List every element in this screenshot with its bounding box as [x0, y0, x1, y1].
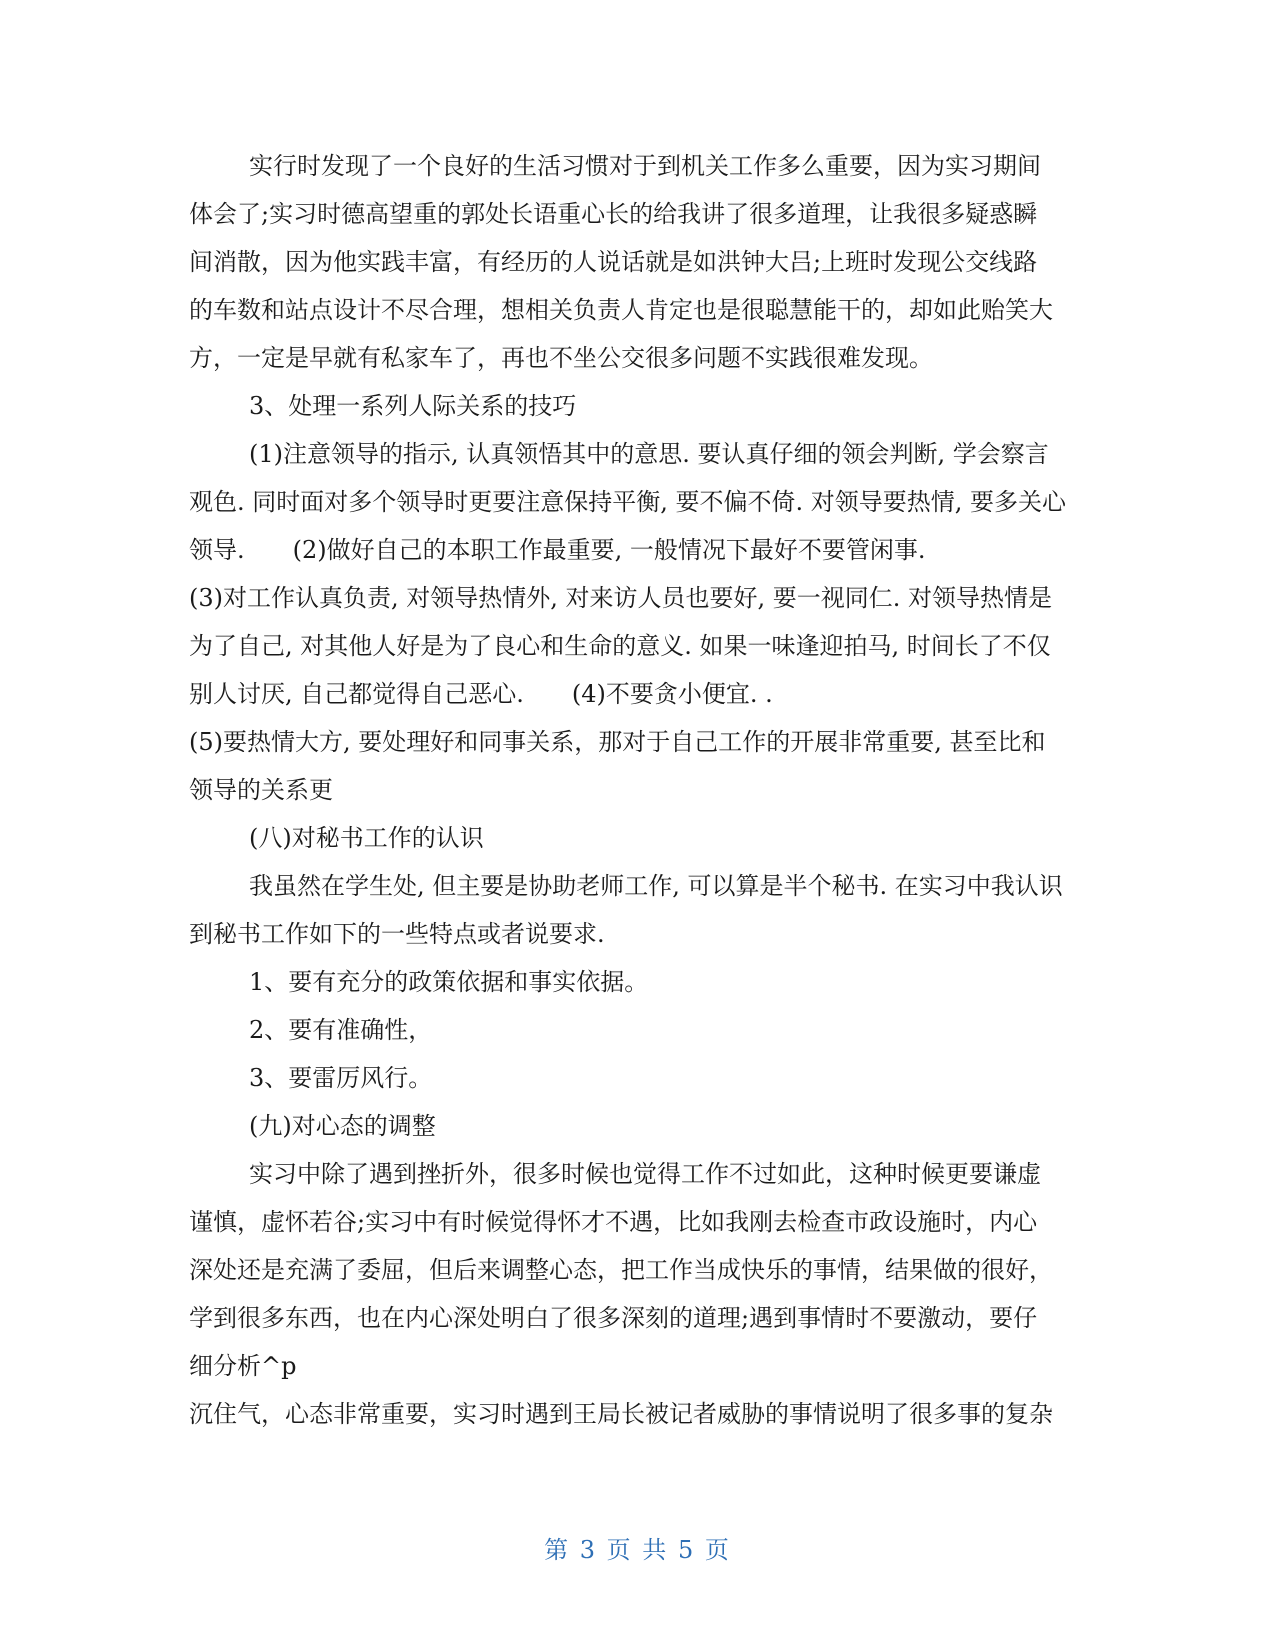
- text-line: (5)要热情大方, 要处理好和同事关系，那对于自己工作的开展非常重要, 甚至比和: [189, 728, 1046, 756]
- text-line: 深处还是充满了委屈，但后来调整心态，把工作当成快乐的事情，结果做的很好，: [189, 1256, 1053, 1284]
- text-line: 为了自己, 对其他人好是为了良心和生命的意义. 如果一味逢迎拍马, 时间长了不仅: [189, 632, 1051, 660]
- text-line: 到秘书工作如下的一些特点或者说要求.: [189, 920, 605, 948]
- text-line: 沉住气，心态非常重要，实习时遇到王局长被记者威胁的事情说明了很多事的复杂: [189, 1400, 1053, 1428]
- text-line: 的车数和站点设计不尽合理，想相关负责人肯定也是很聪慧能干的，却如此贻笑大: [189, 296, 1053, 324]
- text-line: 我虽然在学生处, 但主要是协助老师工作, 可以算是半个秘书. 在实习中我认识: [249, 872, 1063, 900]
- text-line: 实行时发现了一个良好的生活习惯对于到机关工作多么重要，因为实习期间: [249, 152, 1041, 180]
- text-line: 学到很多东西，也在内心深处明白了很多深刻的道理;遇到事情时不要激动，要仔: [189, 1304, 1038, 1332]
- text-line: 领导的关系更: [189, 776, 333, 804]
- text-line: 3、处理一系列人际关系的技巧: [249, 392, 577, 420]
- text-line: (九)对心态的调整: [249, 1112, 436, 1140]
- text-line: (1)注意领导的指示, 认真领悟其中的意思. 要认真仔细的领会判断, 学会察言: [249, 440, 1049, 468]
- text-line: 间消散，因为他实践丰富，有经历的人说话就是如洪钟大吕;上班时发现公交线路: [189, 248, 1038, 276]
- text-line: 体会了;实习时德高望重的郭处长语重心长的给我讲了很多道理，让我很多疑惑瞬: [189, 200, 1038, 228]
- document-body: [189, 142, 1089, 1438]
- text-line: (八)对秘书工作的认识: [249, 824, 484, 852]
- text-line: 细分析^p: [189, 1352, 297, 1380]
- text-line: 3、要雷厉风行。: [249, 1064, 433, 1092]
- text-line: 观色. 同时面对多个领导时更要注意保持平衡, 要不偏不倚. 对领导要热情, 要多关心: [189, 488, 1067, 516]
- text-line: (3)对工作认真负责, 对领导热情外, 对来访人员也要好, 要一视同仁. 对领导热情是: [189, 584, 1053, 612]
- page-footer: 第 3 页 共 5 页: [544, 1536, 731, 1564]
- text-line: 方，一定是早就有私家车了，再也不坐公交很多问题不实践很难发现。: [189, 344, 933, 372]
- text-line: 2、要有准确性，: [249, 1016, 433, 1044]
- text-line: 别人讨厌, 自己都觉得自己恶心. (4)不要贪小便宜. .: [189, 680, 773, 708]
- text-line: 1、要有充分的政策依据和事实依据。: [249, 968, 649, 996]
- text-line: 实习中除了遇到挫折外，很多时候也觉得工作不过如此，这种时候更要谦虚: [249, 1160, 1041, 1188]
- text-line: 谨慎，虚怀若谷;实习中有时候觉得怀才不遇，比如我刚去检查市政设施时，内心: [189, 1208, 1038, 1236]
- text-line: 领导. (2)做好自己的本职工作最重要, 一般情况下最好不要管闲事.: [189, 536, 926, 564]
